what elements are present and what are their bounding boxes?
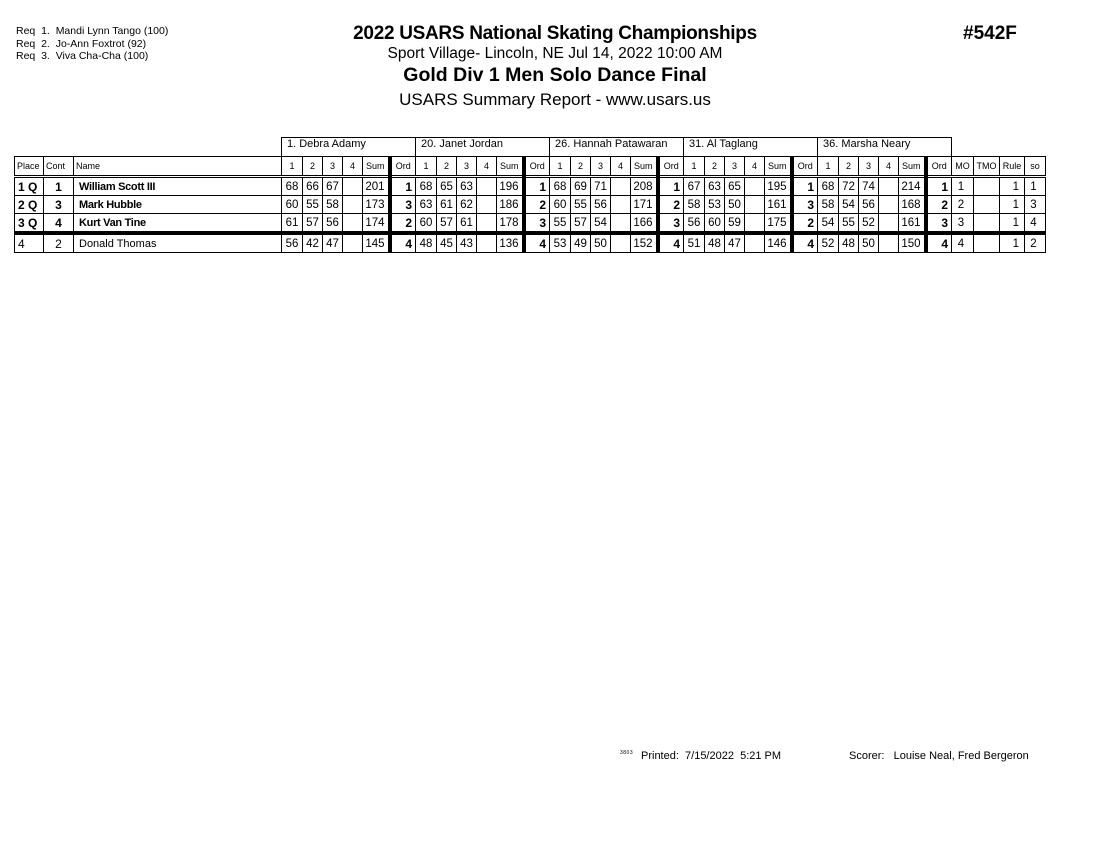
sum-cell: 150 [899, 233, 926, 253]
contestant-number-cell: 1 [44, 177, 74, 196]
col-tmo: TMO [974, 157, 1000, 177]
sum-cell: 186 [497, 196, 524, 214]
table-row [15, 233, 1046, 253]
score-3-cell: 56 [323, 214, 343, 234]
col-score-4: 4 [611, 157, 631, 177]
col-score-2: 2 [839, 157, 859, 177]
contestant-number-cell: 3 [44, 196, 74, 214]
score-2-cell: 61 [437, 196, 457, 214]
score-1-cell: 55 [550, 214, 571, 234]
col-score-3: 3 [859, 157, 879, 177]
ordinal-cell: 1 [524, 177, 550, 196]
table-row [15, 177, 1046, 196]
score-2-cell: 49 [571, 233, 591, 253]
col-so: so [1025, 157, 1046, 177]
skater-name-cell: Donald Thomas [74, 233, 282, 253]
col-sum: Sum [363, 157, 390, 177]
score-4-cell [343, 233, 363, 253]
col-score-2: 2 [571, 157, 591, 177]
tmo-cell [974, 214, 1000, 234]
sum-cell: 178 [497, 214, 524, 234]
place-cell: 1 Q [15, 177, 44, 196]
requirement-item: Req 3. Viva Cha-Cha (100) [16, 50, 149, 63]
score-1-cell: 67 [684, 177, 705, 196]
score-2-cell: 57 [571, 214, 591, 234]
score-1-cell: 58 [818, 196, 839, 214]
requirement-item: Req 1. Mandi Lynn Tango (100) [16, 25, 169, 37]
place-cell: 2 Q [15, 196, 44, 214]
table-row [15, 196, 1046, 214]
ordinal-cell: 4 [524, 233, 550, 253]
judges-header-row [15, 138, 1046, 157]
col-score-1: 1 [282, 157, 303, 177]
col-rule: Rule [1000, 157, 1025, 177]
ordinal-cell: 2 [658, 196, 684, 214]
column-header-row [15, 157, 1046, 177]
score-2-cell: 55 [571, 196, 591, 214]
col-mo: MO [952, 157, 974, 177]
score-3-cell: 50 [859, 233, 879, 253]
mo-cell: 2 [952, 196, 974, 214]
rule-cell: 1 [1000, 233, 1025, 253]
sum-cell: 152 [631, 233, 658, 253]
so-cell: 1 [1025, 177, 1046, 196]
score-4-cell [745, 177, 765, 196]
ordinal-cell: 2 [390, 214, 416, 234]
score-1-cell: 54 [818, 214, 839, 234]
score-4-cell [343, 214, 363, 234]
score-3-cell: 58 [323, 196, 343, 214]
ordinal-cell: 1 [926, 177, 952, 196]
mo-cell: 3 [952, 214, 974, 234]
score-4-cell [477, 177, 497, 196]
place-cell: 3 Q [15, 214, 44, 234]
score-2-cell: 48 [839, 233, 859, 253]
score-3-cell: 54 [591, 214, 611, 234]
event-title: Gold Div 1 Men Solo Dance Final [403, 64, 707, 86]
col-score-1: 1 [684, 157, 705, 177]
score-3-cell: 59 [725, 214, 745, 234]
col-ord: Ord [926, 157, 952, 177]
score-4-cell [477, 214, 497, 234]
so-cell: 4 [1025, 214, 1046, 234]
score-1-cell: 60 [550, 196, 571, 214]
col-cont: Cont [44, 157, 74, 177]
score-1-cell: 56 [282, 233, 303, 253]
contestant-number-cell: 2 [44, 233, 74, 253]
score-1-cell: 61 [282, 214, 303, 234]
tmo-cell [974, 196, 1000, 214]
ordinal-cell: 3 [524, 214, 550, 234]
ordinal-cell: 3 [926, 214, 952, 234]
score-3-cell: 52 [859, 214, 879, 234]
ordinal-cell: 4 [792, 233, 818, 253]
skater-name-cell: Mark Hubble [74, 196, 282, 214]
col-sum: Sum [631, 157, 658, 177]
report-title: USARS Summary Report - www.usars.us [399, 90, 711, 109]
score-3-cell: 65 [725, 177, 745, 196]
score-3-cell: 74 [859, 177, 879, 196]
score-1-cell: 68 [282, 177, 303, 196]
score-3-cell: 56 [859, 196, 879, 214]
sum-cell: 146 [765, 233, 792, 253]
score-2-cell: 54 [839, 196, 859, 214]
version-code: 3803 [620, 750, 634, 756]
col-score-4: 4 [343, 157, 363, 177]
judge-name: 36. Marsha Neary [818, 138, 952, 157]
col-name: Name [74, 157, 282, 177]
score-3-cell: 50 [725, 196, 745, 214]
col-sum: Sum [497, 157, 524, 177]
score-2-cell: 65 [437, 177, 457, 196]
col-score-3: 3 [323, 157, 343, 177]
col-score-3: 3 [457, 157, 477, 177]
judge-name: 31. Al Taglang [684, 138, 818, 157]
col-sum: Sum [899, 157, 926, 177]
results-table [14, 137, 1046, 253]
score-2-cell: 69 [571, 177, 591, 196]
score-2-cell: 53 [705, 196, 725, 214]
score-1-cell: 68 [818, 177, 839, 196]
score-4-cell [745, 233, 765, 253]
judge-name: 20. Janet Jordan [416, 138, 550, 157]
score-2-cell: 57 [303, 214, 323, 234]
score-3-cell: 71 [591, 177, 611, 196]
ordinal-cell: 1 [658, 177, 684, 196]
sum-cell: 145 [363, 233, 390, 253]
col-ord: Ord [792, 157, 818, 177]
score-1-cell: 53 [550, 233, 571, 253]
score-1-cell: 52 [818, 233, 839, 253]
ordinal-cell: 3 [792, 196, 818, 214]
score-1-cell: 56 [684, 214, 705, 234]
score-1-cell: 48 [416, 233, 437, 253]
ordinal-cell: 1 [792, 177, 818, 196]
event-number: #542F [963, 23, 1017, 44]
sum-cell: 166 [631, 214, 658, 234]
col-score-2: 2 [437, 157, 457, 177]
score-1-cell: 58 [684, 196, 705, 214]
score-3-cell: 61 [457, 214, 477, 234]
score-2-cell: 42 [303, 233, 323, 253]
sum-cell: 173 [363, 196, 390, 214]
score-2-cell: 48 [705, 233, 725, 253]
score-4-cell [477, 196, 497, 214]
col-score-3: 3 [725, 157, 745, 177]
score-3-cell: 43 [457, 233, 477, 253]
score-3-cell: 56 [591, 196, 611, 214]
tmo-cell [974, 233, 1000, 253]
col-ord: Ord [390, 157, 416, 177]
score-4-cell [343, 196, 363, 214]
col-sum: Sum [765, 157, 792, 177]
sum-cell: 161 [765, 196, 792, 214]
score-2-cell: 55 [839, 214, 859, 234]
ordinal-cell: 4 [390, 233, 416, 253]
venue-date: Sport Village- Lincoln, NE Jul 14, 2022 10:00 AM [387, 45, 723, 62]
col-ord: Ord [658, 157, 684, 177]
score-4-cell [745, 214, 765, 234]
championship-title: 2022 USARS National Skating Championships [353, 23, 757, 44]
sum-cell: 195 [765, 177, 792, 196]
score-4-cell [477, 233, 497, 253]
sum-cell: 161 [899, 214, 926, 234]
score-4-cell [611, 214, 631, 234]
sum-cell: 174 [363, 214, 390, 234]
score-4-cell [879, 177, 899, 196]
score-2-cell: 66 [303, 177, 323, 196]
ordinal-cell: 3 [390, 196, 416, 214]
so-cell: 2 [1025, 233, 1046, 253]
requirement-item: Req 2. Jo-Ann Foxtrot (92) [16, 37, 147, 50]
col-score-1: 1 [550, 157, 571, 177]
score-4-cell [879, 214, 899, 234]
score-2-cell: 57 [437, 214, 457, 234]
score-4-cell [745, 196, 765, 214]
so-cell: 3 [1025, 196, 1046, 214]
ordinal-cell: 2 [926, 196, 952, 214]
judge-name: 1. Debra Adamy [282, 138, 416, 157]
score-1-cell: 68 [550, 177, 571, 196]
scorer-names: Scorer: Louise Neal, Fred Bergeron [849, 750, 1029, 762]
score-1-cell: 51 [684, 233, 705, 253]
sum-cell: 136 [497, 233, 524, 253]
ordinal-cell: 3 [658, 214, 684, 234]
contestant-number-cell: 4 [44, 214, 74, 234]
rule-cell: 1 [1000, 177, 1025, 196]
ordinal-cell: 2 [524, 196, 550, 214]
col-score-4: 4 [477, 157, 497, 177]
col-score-2: 2 [303, 157, 323, 177]
requirements-list [16, 25, 168, 63]
score-4-cell [611, 177, 631, 196]
mo-cell: 4 [952, 233, 974, 253]
sum-cell: 171 [631, 196, 658, 214]
sum-cell: 196 [497, 177, 524, 196]
rule-cell: 1 [1000, 196, 1025, 214]
ordinal-cell: 4 [658, 233, 684, 253]
sum-cell: 168 [899, 196, 926, 214]
ordinal-cell: 4 [926, 233, 952, 253]
tmo-cell [974, 177, 1000, 196]
score-3-cell: 67 [323, 177, 343, 196]
judge-name: 26. Hannah Patawaran [550, 138, 684, 157]
mo-cell: 1 [952, 177, 974, 196]
skater-name-cell: Kurt Van Tine [74, 214, 282, 234]
score-3-cell: 50 [591, 233, 611, 253]
score-2-cell: 72 [839, 177, 859, 196]
sum-cell: 201 [363, 177, 390, 196]
score-1-cell: 60 [416, 214, 437, 234]
score-4-cell [611, 233, 631, 253]
col-score-4: 4 [879, 157, 899, 177]
score-2-cell: 63 [705, 177, 725, 196]
score-4-cell [611, 196, 631, 214]
col-score-1: 1 [416, 157, 437, 177]
score-4-cell [343, 177, 363, 196]
table-row [15, 214, 1046, 234]
col-score-4: 4 [745, 157, 765, 177]
score-2-cell: 45 [437, 233, 457, 253]
score-3-cell: 62 [457, 196, 477, 214]
score-1-cell: 68 [416, 177, 437, 196]
score-2-cell: 60 [705, 214, 725, 234]
sum-cell: 175 [765, 214, 792, 234]
score-3-cell: 47 [725, 233, 745, 253]
sum-cell: 214 [899, 177, 926, 196]
score-1-cell: 60 [282, 196, 303, 214]
score-2-cell: 55 [303, 196, 323, 214]
col-place: Place [15, 157, 44, 177]
col-score-2: 2 [705, 157, 725, 177]
score-3-cell: 63 [457, 177, 477, 196]
score-1-cell: 63 [416, 196, 437, 214]
ordinal-cell: 1 [390, 177, 416, 196]
col-score-3: 3 [591, 157, 611, 177]
printed-timestamp: Printed: 7/15/2022 5:21 PM [641, 750, 782, 762]
sum-cell: 208 [631, 177, 658, 196]
skater-name-cell: William Scott III [74, 177, 282, 196]
score-3-cell: 47 [323, 233, 343, 253]
col-ord: Ord [524, 157, 550, 177]
ordinal-cell: 2 [792, 214, 818, 234]
place-cell: 4 [15, 233, 44, 253]
rule-cell: 1 [1000, 214, 1025, 234]
col-score-1: 1 [818, 157, 839, 177]
score-4-cell [879, 196, 899, 214]
score-4-cell [879, 233, 899, 253]
